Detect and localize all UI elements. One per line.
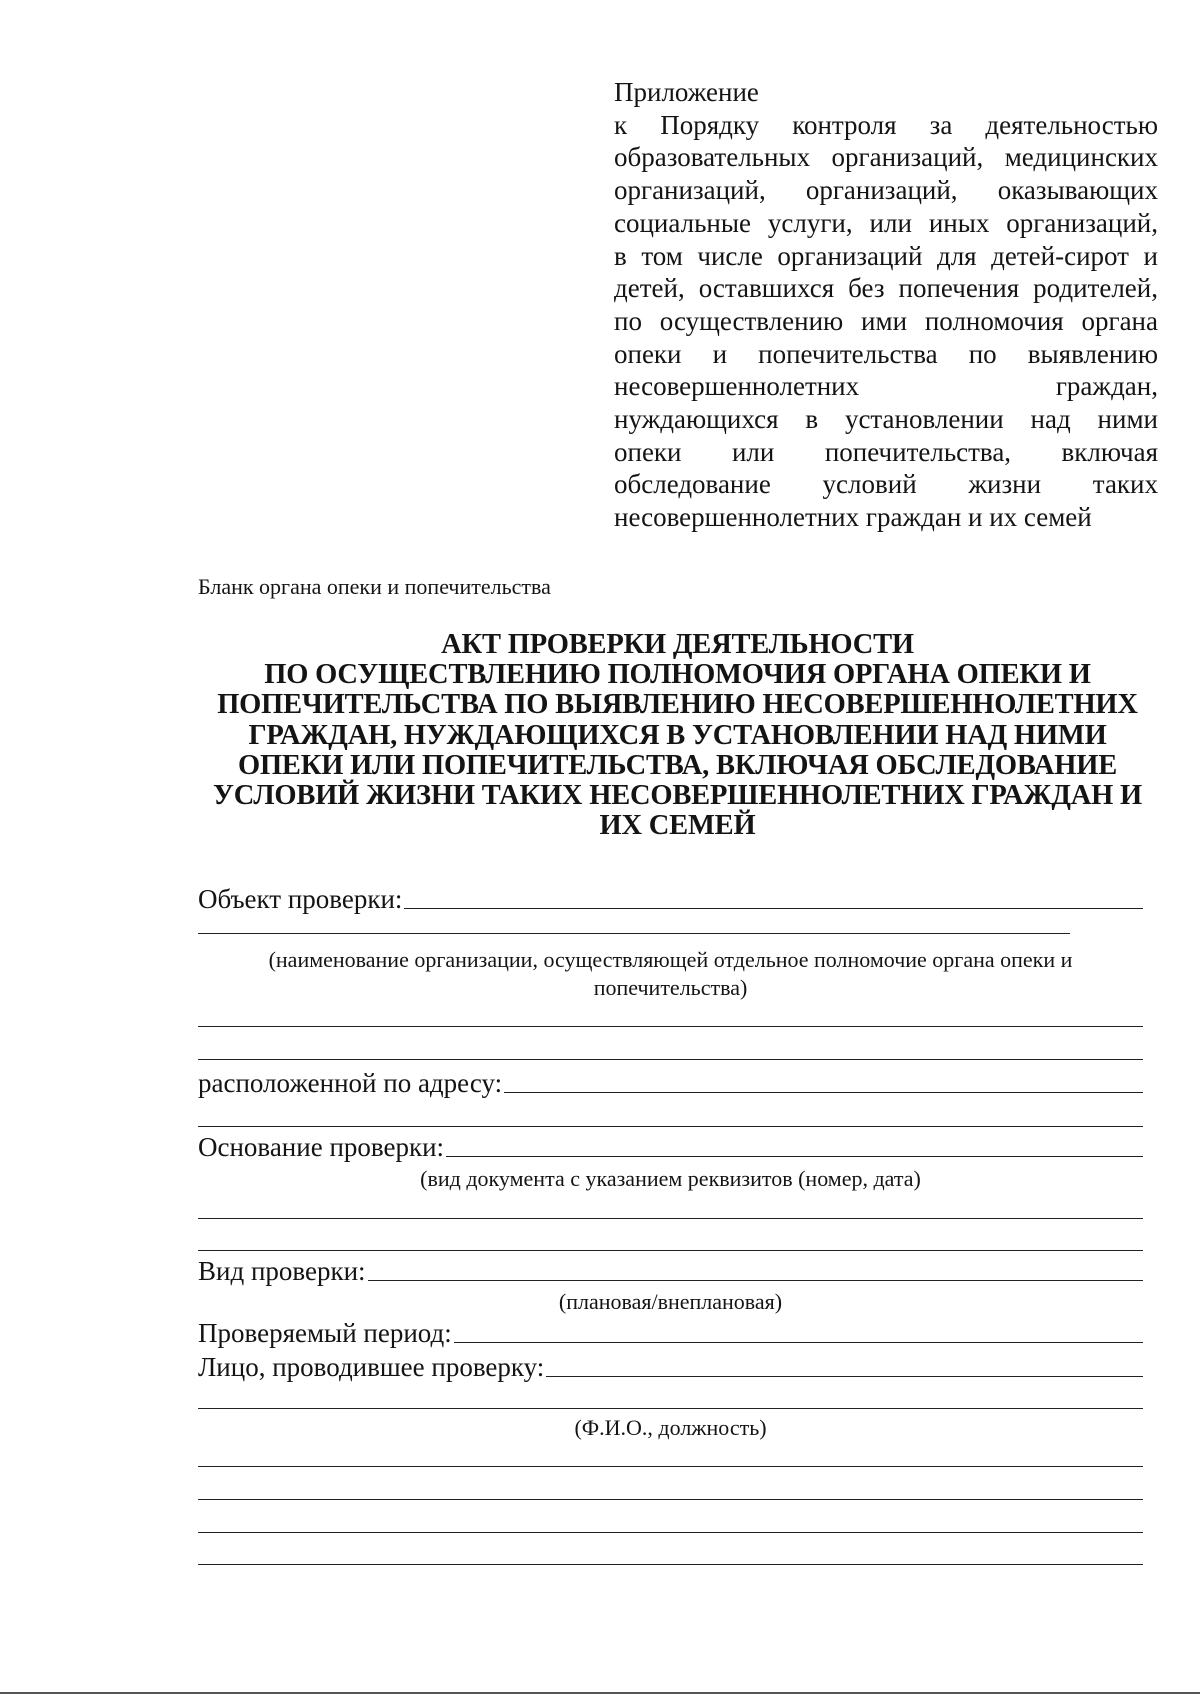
inspector-caption: (Ф.И.О., должность) — [574, 1415, 767, 1440]
period-field[interactable] — [454, 1342, 1143, 1343]
basis-label: Основание проверки: — [198, 1132, 445, 1162]
inspector-field[interactable] — [546, 1376, 1143, 1377]
appendix-line: к Порядку контроля за деятельностью — [614, 109, 1158, 140]
address-label: расположенной по адресу: — [198, 1068, 503, 1098]
basis-field-line[interactable] — [198, 1218, 1143, 1219]
inspector-label: Лицо, проводившее проверку: — [198, 1352, 545, 1382]
blank-label: Бланк органа опеки и попечительства — [198, 574, 551, 599]
basis-caption: (вид документа с указанием реквизитов (номер, дата) — [420, 1166, 921, 1191]
type-field[interactable] — [368, 1280, 1143, 1281]
basis-field-line[interactable] — [198, 1250, 1143, 1251]
type-caption: (плановая/внеплановая) — [558, 1289, 783, 1314]
title-line: УСЛОВИЙ ЖИЗНИ ТАКИХ НЕСОВЕРШЕННОЛЕТНИХ ГРАЖДАН И — [213, 780, 1142, 812]
object-caption — [198, 946, 1143, 1002]
object-label: Объект проверки: — [198, 884, 403, 914]
appendix-line: социальные услуги, или иных организаций, — [614, 207, 1158, 238]
address-field-line[interactable] — [198, 1126, 1143, 1127]
appendix-line: детей, оставшихся без попечения родителей, — [614, 273, 1158, 304]
appendix-line: организаций, организаций, оказывающих — [614, 175, 1158, 206]
type-label: Вид проверки: — [198, 1256, 366, 1286]
blank-line[interactable] — [198, 1532, 1143, 1533]
page-edge — [0, 1692, 1200, 1694]
title-line: ОПЕКИ ИЛИ ПОПЕЧИТЕЛЬСТВА, ВКЛЮЧАЯ ОБСЛЕДОВАНИЕ — [237, 749, 1118, 781]
appendix-title: Приложение — [614, 77, 759, 107]
object-field[interactable] — [404, 908, 1143, 909]
appendix-line: по осуществлению ими полномочия органа — [614, 305, 1158, 336]
title-line: ПО ОСУЩЕСТВЛЕНИЮ ПОЛНОМОЧИЯ ОРГАНА ОПЕКИ И — [264, 659, 1091, 691]
appendix-line: опеки или попечительства, включая — [614, 436, 1158, 467]
basis-row — [198, 1132, 1143, 1163]
inspector-field-line[interactable] — [198, 1408, 1143, 1409]
address-row — [198, 1068, 1143, 1099]
blank-line[interactable] — [198, 1499, 1143, 1500]
object-field-line[interactable] — [198, 1059, 1143, 1060]
object-caption-line: попечительства) — [593, 975, 748, 1000]
blank-line[interactable] — [198, 1564, 1143, 1565]
appendix-line: несовершеннолетних граждан, — [614, 371, 1158, 402]
period-row — [198, 1318, 1143, 1349]
title-line: ИХ СЕМЕЙ — [599, 810, 756, 842]
appendix-line: нуждающихся в установлении над ними — [614, 404, 1158, 435]
appendix-line: обследование условий жизни таких — [614, 469, 1158, 500]
appendix-block — [614, 76, 1158, 534]
appendix-line: несовершеннолетних граждан и их семей — [614, 502, 1092, 533]
document-title — [200, 630, 1155, 841]
title-line: ГРАЖДАН, НУЖДАЮЩИХСЯ В УСТАНОВЛЕНИИ НАД НИМИ — [248, 719, 1107, 751]
appendix-line: опеки и попечительства по выявлению — [614, 338, 1158, 369]
object-field-line[interactable] — [198, 933, 1070, 934]
address-field[interactable] — [504, 1092, 1143, 1093]
type-row — [198, 1256, 1143, 1287]
basis-field[interactable] — [446, 1156, 1143, 1157]
object-row — [198, 884, 1143, 915]
title-line: АКТ ПРОВЕРКИ ДЕЯТЕЛЬНОСТИ — [441, 629, 914, 660]
object-field-line[interactable] — [198, 1026, 1143, 1027]
object-caption-line: (наименование организации, осуществляющей отдельное полномочие органа опеки и — [268, 947, 1073, 972]
appendix-line: образовательных организаций, медицинских — [614, 142, 1158, 173]
title-line: ПОПЕЧИТЕЛЬСТВА ПО ВЫЯВЛЕНИЮ НЕСОВЕРШЕННОЛЕТНИХ — [217, 689, 1138, 721]
appendix-line: в том числе организаций для детей-сирот и — [614, 240, 1158, 271]
inspector-row — [198, 1352, 1143, 1383]
blank-line[interactable] — [198, 1466, 1143, 1467]
period-label: Проверяемый период: — [198, 1318, 452, 1348]
